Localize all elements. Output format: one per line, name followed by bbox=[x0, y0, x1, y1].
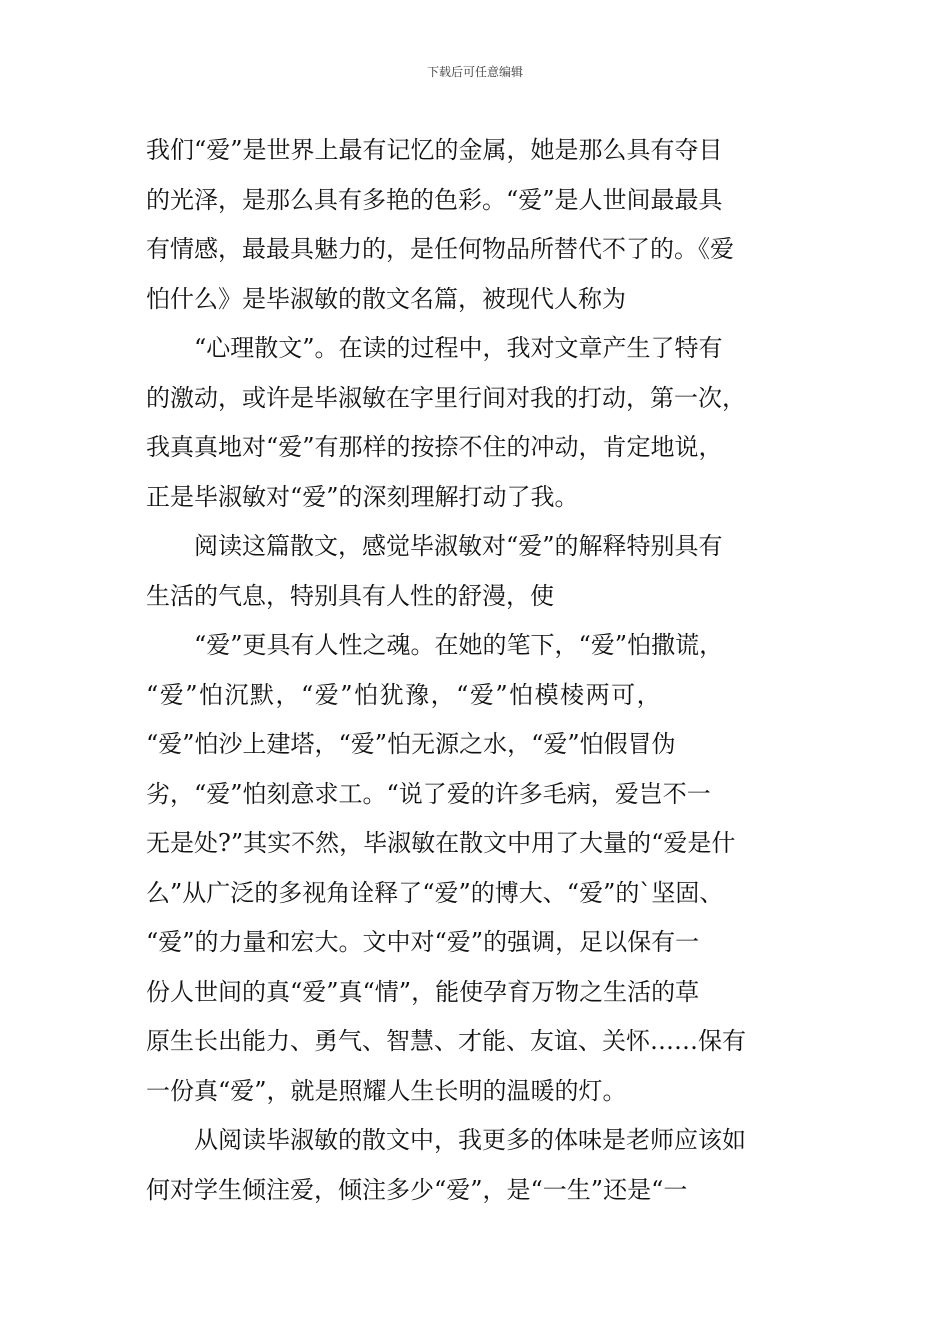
text-line: 的光泽，是那么具有多艳的色彩。“爱”是人世间最最具 bbox=[146, 185, 723, 214]
text-line: 无是处?”其实不然，毕淑敏在散文中用了大量的“爱是什 bbox=[146, 829, 736, 857]
text-line: 有情感，最最具魅力的，是任何物品所替代不了的。《爱 bbox=[146, 235, 734, 263]
text-line: 阅读这篇散文，感觉毕淑敏对“爱”的解释特别具有 bbox=[194, 532, 723, 560]
text-line: 的激动，或许是毕淑敏在字里行间对我的打动，第一次， bbox=[146, 383, 746, 412]
document-body bbox=[146, 126, 816, 1215]
text-line: 劣，“爱”怕刻意求工。“说了爱的许多毛病，爱岂不一 bbox=[146, 779, 711, 808]
page-header-note: 下载后可任意编辑 bbox=[426, 65, 523, 79]
text-line: 份人世间的真“爱”真“情”，能使孕育万物之生活的草 bbox=[146, 977, 700, 1006]
text-line: “心理散文”。在读的过程中，我对文章产生了特有 bbox=[194, 334, 723, 362]
text-line: “爱”怕沙上建塔，“爱”怕无源之水，“爱”怕假冒伪 bbox=[146, 730, 676, 758]
text-line: 怕什么》是毕淑敏的散文名篇，被现代人称为 bbox=[146, 284, 626, 313]
text-line: 么”从广泛的多视角诠释了“爱”的博大、“爱”的`坚固、 bbox=[146, 878, 724, 907]
text-line: 一份真“爱”，就是照耀人生长明的温暖的灯。 bbox=[146, 1076, 627, 1105]
text-line: 正是毕淑敏对“爱”的深刻理解打动了我。 bbox=[146, 482, 579, 511]
text-line: “爱”更具有人性之魂。在她的笔下，“爱”怕撒谎， bbox=[194, 631, 724, 659]
text-line: 我们“爱”是世界上最有记忆的金属，她是那么具有夺目 bbox=[146, 136, 723, 164]
text-line: 何对学生倾注爱，倾注多少“爱”，是“一生”还是“一 bbox=[146, 1175, 688, 1204]
text-line: 从阅读毕淑敏的散文中，我更多的体味是老师应该如 bbox=[194, 1126, 746, 1154]
text-line: 原生长出能力、勇气、智慧、才能、友谊、关怀……保有 bbox=[146, 1027, 746, 1055]
text-line: 生活的气息，特别具有人性的舒漫，使 bbox=[146, 581, 554, 610]
text-line: “爱”的力量和宏大。文中对“爱”的强调，足以保有一 bbox=[146, 928, 700, 956]
text-line: “爱”怕沉默，“爱”怕犹豫，“爱”怕模棱两可， bbox=[146, 680, 663, 709]
text-line: 我真真地对“爱”有那样的按捺不住的冲动，肯定地说， bbox=[146, 433, 723, 461]
